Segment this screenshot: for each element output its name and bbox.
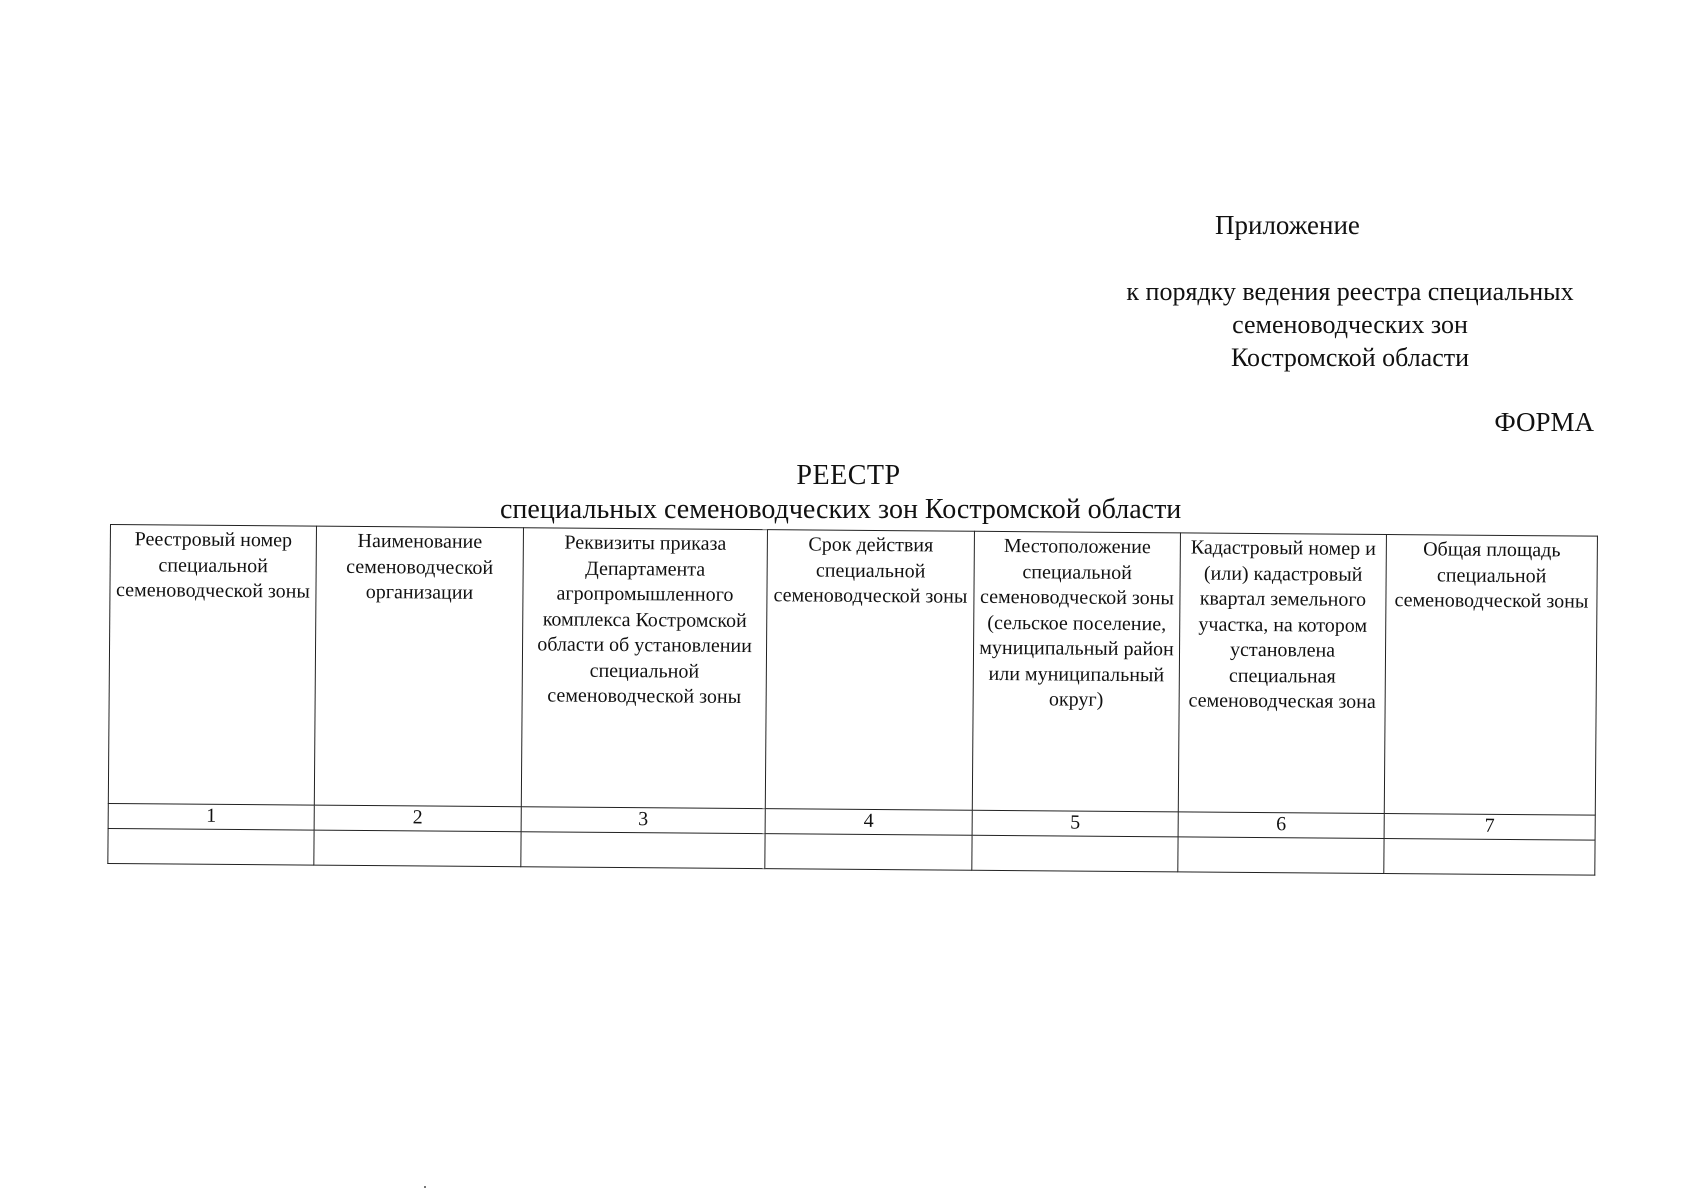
table-cell	[314, 830, 521, 867]
appendix-line: к порядку ведения реестра специальных	[1126, 277, 1574, 306]
registry-title: РЕЕСТР	[796, 460, 901, 491]
table-cell	[972, 835, 1178, 872]
registry-table	[107, 524, 1598, 876]
table-header-row	[108, 525, 1597, 816]
table-cell	[521, 832, 765, 869]
scan-artifact	[424, 1186, 426, 1188]
appendix-line: Костромской области	[1230, 343, 1470, 372]
appendix-title: Приложение	[1215, 210, 1360, 240]
table-cell	[765, 834, 972, 871]
column-number: 6	[1178, 812, 1384, 839]
header-location: Местоположение специальной семеноводческой зоны (сельское поселение, муниципальный район или муниципальный округ)	[972, 531, 1180, 812]
header-registry-number: Реестровый номер специальной семеноводческой зоны	[108, 525, 316, 806]
form-label: ФОРМА	[1494, 407, 1594, 437]
appendix-line: семеноводческих зон	[1232, 310, 1468, 339]
header-validity-period: Срок действия специальной семеноводческой зоны	[765, 530, 974, 811]
appendix-description	[1050, 275, 1650, 374]
header-organization-name: Наименование семеноводческой организации	[314, 526, 523, 807]
column-number: 5	[972, 810, 1178, 837]
header-order-details: Реквизиты приказа Департамента агропромышленного комплекса Костромской области об установлении специальной семеноводческой зоны	[521, 528, 767, 809]
column-number: 3	[521, 807, 765, 834]
header-total-area: Общая площадь специальной семеноводческой зоны	[1384, 535, 1597, 816]
column-number: 1	[108, 803, 314, 830]
registry-subtitle: специальных семеноводческих зон Костромской области	[500, 494, 1182, 525]
column-number: 2	[314, 805, 521, 832]
table-cell	[1384, 839, 1595, 876]
header-cadastral-number: Кадастровый номер и (или) кадастровый квартал земельного участка, на котором установлена специальная семеноводческая зона	[1178, 533, 1386, 814]
table-cell	[108, 828, 314, 865]
column-number: 7	[1384, 814, 1595, 841]
table-cell	[1178, 837, 1384, 874]
column-number: 4	[765, 809, 972, 836]
